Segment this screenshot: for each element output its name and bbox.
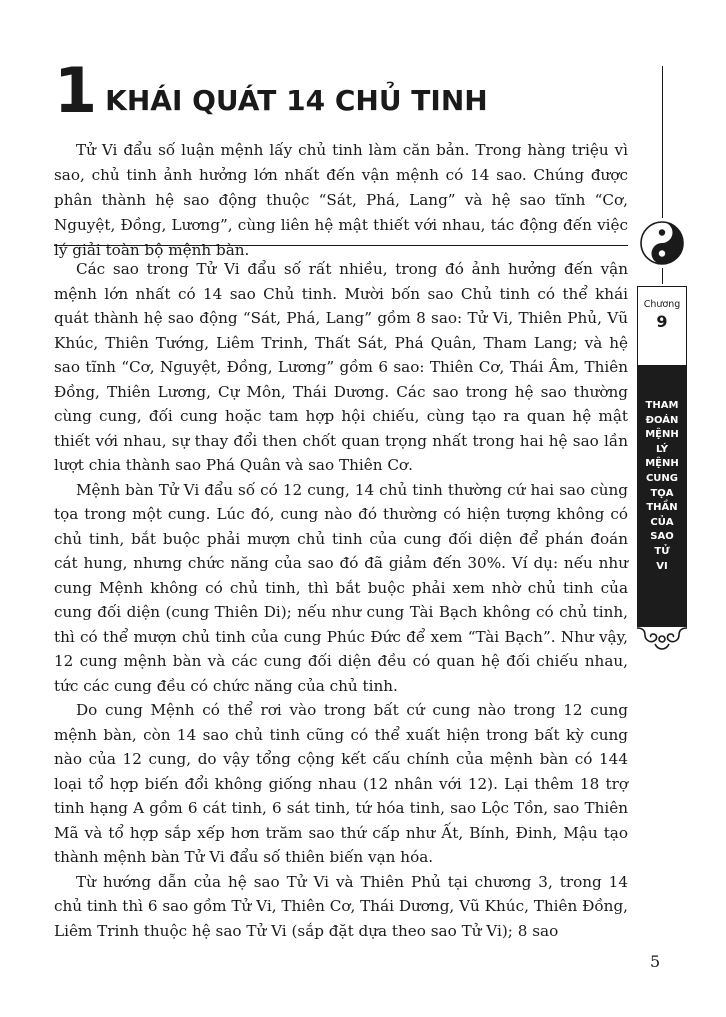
band-word: CUNG — [645, 472, 679, 484]
band-word: TỌA — [650, 487, 674, 499]
band-word: CỦA — [650, 516, 674, 528]
body-paragraph-1: Các sao trong Tử Vi đẩu số rất nhiều, trong đó ảnh hưởng đến vận mệnh lớn nhất có 14 sao Chủ tinh. Mười bốn sao Chủ tinh có thể khái quát thành hệ sao động “Sát, Phá, Lang” gồm 8 sao: Tử Vi, Thiên Phủ, Vũ Khúc, Thiên Tướng, Liêm Trinh, Thất Sát, Phá Quân, Tham Lang; và hệ sao tĩnh “Cơ, Nguyệt, Đồng, Lương” gồm 6 sao: Thiên Cơ, Thái Âm, Thiên Đồng, Thiên Lương, Cự Môn, Thái Dương. Các sao trong hệ sao thường cùng cung, đối cung hoặc tam hợp hội chiếu, cùng tạo ra quan hệ mật thiết với nhau, sự thay đổi then chốt quan trọng nhất trong hai hệ sao lần lượt chia thành sao Phá Quân và sao Thiên Cơ. — [54, 260, 628, 474]
band-word: THAM — [645, 400, 679, 411]
band-word: THẦN — [646, 502, 678, 514]
body-paragraph-4: Từ hướng dẫn của hệ sao Tử Vi và Thiên Phủ tại chương 3, trong 14 chủ tinh thì 6 sao gồm Tử Vi, Thiên Cơ, Thái Dương, Vũ Khúc, Thiên Đồng, Liêm Trinh thuộc hệ sao Tử Vi (sắp đặt dựa theo sao Tử Vi); 8 sao — [54, 872, 628, 940]
band-word: TỬ — [654, 545, 670, 557]
chapter-number: 9 — [656, 312, 668, 331]
body-paragraph-3: Do cung Mệnh có thể rơi vào trong bất cứ cung nào trong 12 cung mệnh bàn, còn 14 sao chủ tinh cũng có thể xuất hiện trong bất kỳ cung nào của 12 cung, do vậy tổng cộng kết cấu chính của mệnh bàn có 144 loại tổ hợp biến đổi không giống nhau (12 nhân với 12). Lại thêm 18 trợ tinh hạng A gồm 6 cát tinh, 6 sát tinh, tứ hóa tinh, sao Lộc Tồn, sao Thiên Mã và tổ hợp sắp xếp hơn trăm sao thứ cấp như Ất, Bính, Đinh, Mậu tạo thành mệnh bàn Tử Vi đẩu số thiên biến vạn hóa. — [54, 701, 628, 866]
band-word: SAO — [650, 531, 674, 543]
cloud-scroll-ornament-icon — [637, 622, 687, 652]
band-word: VI — [656, 560, 668, 572]
band-word: ĐOÁN — [645, 414, 679, 426]
section-title — [54, 52, 488, 127]
section-heading: KHÁI QUÁT 14 CHỦ TINH — [105, 84, 488, 117]
page-number: 5 — [650, 952, 661, 971]
sidebar-rule-top — [662, 66, 663, 218]
sidebar-rule-mid — [662, 268, 663, 284]
band-word: LÝ — [655, 443, 669, 455]
body-text — [54, 257, 628, 943]
band-word: MỆNH — [645, 458, 679, 470]
band-word: MỆNH — [645, 429, 679, 441]
intro-paragraph: Tử Vi đẩu số luận mệnh lấy chủ tinh làm căn bản. Trong hàng triệu vì sao, chủ tinh ảnh hưởng lớn nhất đến vận mệnh có 14 sao. Chúng được phân thành hệ sao động thuộc “Sát, Phá, Lang” và hệ sao tĩnh “Cơ, Nguyệt, Đồng, Lương”, cùng liên hệ mật thiết với nhau, tác động đến việc lý giải toàn bộ mệnh bàn. — [54, 141, 628, 259]
chapter-tab — [637, 286, 687, 366]
chapter-title-band — [637, 366, 687, 622]
chapter-label: Chương — [643, 299, 681, 310]
yin-yang-icon — [639, 220, 685, 266]
section-number: 1 — [54, 54, 96, 127]
section-divider — [54, 245, 628, 246]
body-paragraph-2: Mệnh bàn Tử Vi đẩu số có 12 cung, 14 chủ tinh thường cứ hai sao cùng tọa trong một cung. Lúc đó, cung nào đó thường có hiện tượng không có chủ tinh, bắt buộc phải mượn chủ tinh của cung đối diện để phán đoán cát hung, nhưng chức năng của sao đó đã giảm đến 30%. Ví dụ: nếu như cung Mệnh không có chủ tinh, thì bắt buộc phải xem nhờ chủ tinh của cung đối diện (cung Thiên Di); nếu như cung Tài Bạch không có chủ tinh, thì có thể mượn chủ tinh của cung Phúc Đức để xem “Tài Bạch”. Như vậy, 12 cung mệnh bàn và các cung đối diện đều có quan hệ đối chiếu nhau, tức các cung đều có chức năng của chủ tinh. — [54, 480, 628, 695]
